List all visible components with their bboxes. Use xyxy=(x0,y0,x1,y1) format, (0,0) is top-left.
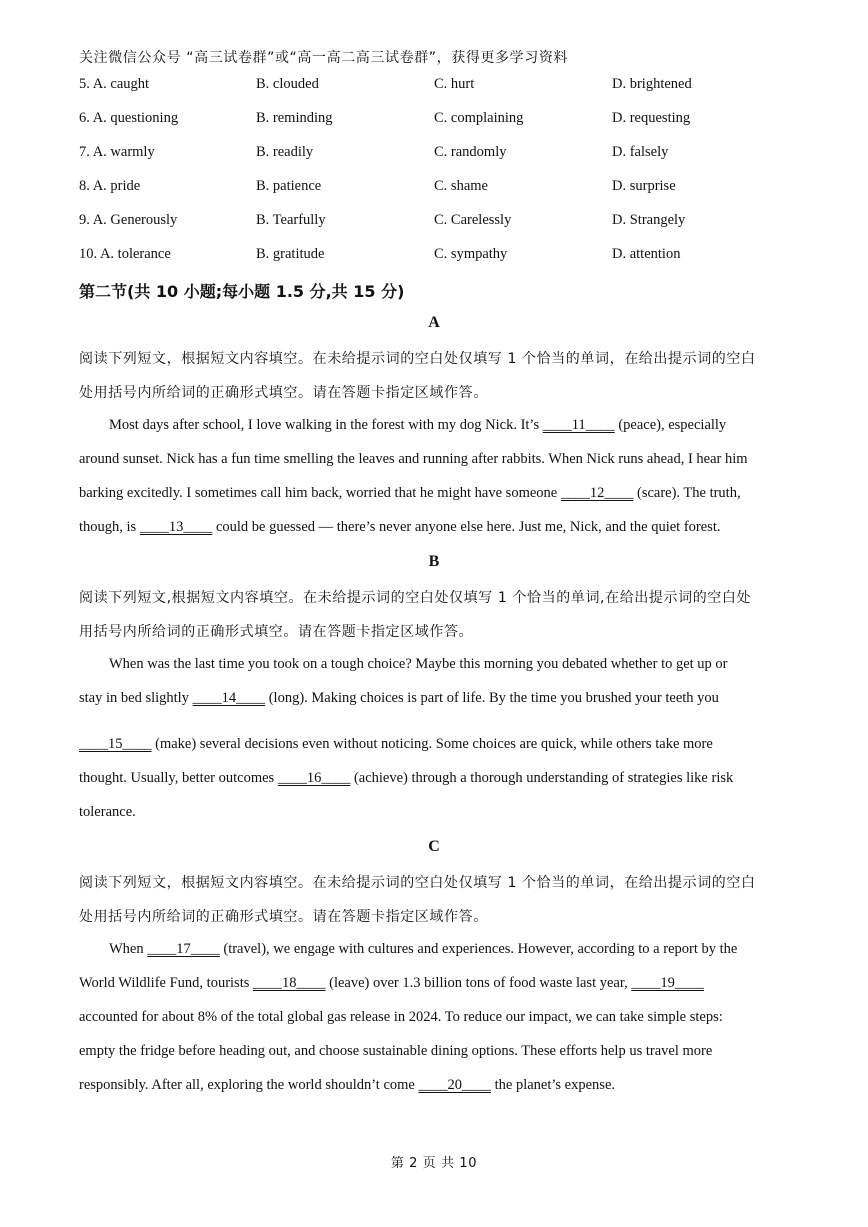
option-a: 10. A. tolerance xyxy=(79,246,171,262)
passage-text: stay in bed slightly xyxy=(79,690,193,706)
blank-16: ____16____ xyxy=(277,770,351,786)
option-row-7 xyxy=(79,144,799,164)
passage-a-line-1 xyxy=(109,417,819,434)
passage-text: (long). Making choices is part of life. By the time you brushed your teeth you xyxy=(265,690,719,706)
passage-text: responsibly. After all, exploring the world shouldn’t come xyxy=(79,1077,419,1093)
option-c: C. randomly xyxy=(434,144,507,160)
section-title: 第二节(共 10 小题;每小题 1.5 分,共 15 分) xyxy=(79,282,405,301)
passage-text: World Wildlife Fund, tourists xyxy=(79,975,253,991)
option-c: C. hurt xyxy=(434,76,475,92)
passage-text: barking excitedly. I sometimes call him back, worried that he might have someone xyxy=(79,485,561,501)
option-row-8 xyxy=(79,178,799,198)
option-b: B. patience xyxy=(256,178,322,194)
passage-text: (peace), especially xyxy=(614,417,727,433)
passage-b-line-5: tolerance. xyxy=(79,804,136,820)
option-d: D. brightened xyxy=(612,76,692,92)
part-a-instruction-2: 处用括号内所给词的正确形式填空。请在答题卡指定区域作答。 xyxy=(79,385,488,401)
part-c-instruction-1: 阅读下列短文，根据短文内容填空。在未给提示词的空白处仅填写 1 个恰当的单词，在给出提示词的空白 xyxy=(79,875,756,891)
option-a: 5. A. caught xyxy=(79,76,150,92)
option-b: B. readily xyxy=(256,144,314,160)
part-c-heading: C xyxy=(428,838,440,855)
option-row-5 xyxy=(79,76,799,96)
blank-20: ____20____ xyxy=(418,1077,491,1093)
option-c: C. complaining xyxy=(434,110,524,126)
passage-c-line-4: empty the fridge before heading out, and choose sustainable dining options. These efforts help us travel more xyxy=(79,1043,713,1059)
option-d: D. Strangely xyxy=(612,212,686,228)
option-a: 7. A. warmly xyxy=(79,144,155,160)
option-a: 8. A. pride xyxy=(79,178,141,194)
passage-text: (leave) over 1.3 billion tons of food waste last year, xyxy=(325,975,632,991)
part-b-heading: B xyxy=(428,553,440,570)
part-b-instruction-2: 用括号内所给词的正确形式填空。请在答题卡指定区域作答。 xyxy=(79,624,474,640)
blank-17: ____17____ xyxy=(147,941,220,957)
passage-text: thought. Usually, better outcomes xyxy=(79,770,278,786)
option-row-6 xyxy=(79,110,799,130)
passage-c-line-3: accounted for about 8% of the total global gas release in 2024. To reduce our impact, we can take simple steps: xyxy=(79,1009,723,1025)
passage-b-line-1: When was the last time you took on a tough choice? Maybe this morning you debated whether to get up or xyxy=(109,656,728,672)
option-row-9 xyxy=(79,212,799,232)
passage-text: (make) several decisions even without noticing. Some choices are quick, while others take more xyxy=(151,736,713,752)
passage-a-line-3 xyxy=(79,485,789,502)
passage-text: (achieve) through a thorough understanding of strategies like risk xyxy=(350,770,734,786)
option-a: 6. A. questioning xyxy=(79,110,179,126)
option-b: B. clouded xyxy=(256,76,319,92)
passage-c-line-5 xyxy=(79,1077,789,1094)
option-c: C. Carelessly xyxy=(434,212,512,228)
passage-b-line-2 xyxy=(79,690,789,707)
passage-b-line-4 xyxy=(79,770,789,787)
passage-text: Most days after school, I love walking in the forest with my dog Nick. It’s xyxy=(109,417,543,433)
part-b-instruction-1: 阅读下列短文,根据短文内容填空。在未给提示词的空白处仅填写 1 个恰当的单词,在给出提示词的空白处 xyxy=(79,590,752,606)
option-row-10 xyxy=(79,246,799,266)
header-note: 关注微信公众号 “高三试卷群”或“高一高二高三试卷群”，获得更多学习资料 xyxy=(79,50,569,66)
option-d: D. requesting xyxy=(612,110,691,126)
option-b: B. gratitude xyxy=(256,246,325,262)
blank-14: ____14____ xyxy=(192,690,266,706)
passage-text: the planet’s expense. xyxy=(490,1077,615,1093)
page-footer: 第 2 页 共 10 xyxy=(390,1156,478,1171)
blank-19: ____19____ xyxy=(631,975,704,991)
option-a: 9. A. Generously xyxy=(79,212,178,228)
part-a-instruction-1: 阅读下列短文，根据短文内容填空。在未给提示词的空白处仅填写 1 个恰当的单词，在给出提示词的空白 xyxy=(79,351,756,367)
passage-text: though, is xyxy=(79,519,140,535)
passage-b-line-3 xyxy=(79,736,789,753)
part-c-instruction-2: 处用括号内所给词的正确形式填空。请在答题卡指定区域作答。 xyxy=(79,909,488,925)
passage-text: (scare). The truth, xyxy=(633,485,741,501)
blank-18: ____18____ xyxy=(253,975,326,991)
passage-c-line-1 xyxy=(109,941,819,958)
option-b: B. Tearfully xyxy=(256,212,326,228)
option-c: C. sympathy xyxy=(434,246,508,262)
option-d: D. attention xyxy=(612,246,681,262)
option-c: C. shame xyxy=(434,178,488,194)
blank-12: ____12____ xyxy=(560,485,634,501)
option-b: B. reminding xyxy=(256,110,333,126)
option-d: D. falsely xyxy=(612,144,669,160)
passage-text: When xyxy=(109,941,148,957)
blank-13: ____13____ xyxy=(139,519,213,535)
passage-text: could be guessed — there’s never anyone else here. Just me, Nick, and the quiet forest. xyxy=(212,519,721,535)
blank-15: ____15____ xyxy=(79,736,152,752)
passage-a-line-2: around sunset. Nick has a fun time smelling the leaves and running after rabbits. When Nick runs ahead, I hear him xyxy=(79,451,748,467)
passage-c-line-2 xyxy=(79,975,789,992)
passage-text: (travel), we engage with cultures and experiences. However, according to a report by the xyxy=(219,941,738,957)
blank-11: ____11____ xyxy=(542,417,615,433)
passage-a-line-4 xyxy=(79,519,789,536)
part-a-heading: A xyxy=(428,314,440,331)
option-d: D. surprise xyxy=(612,178,676,194)
